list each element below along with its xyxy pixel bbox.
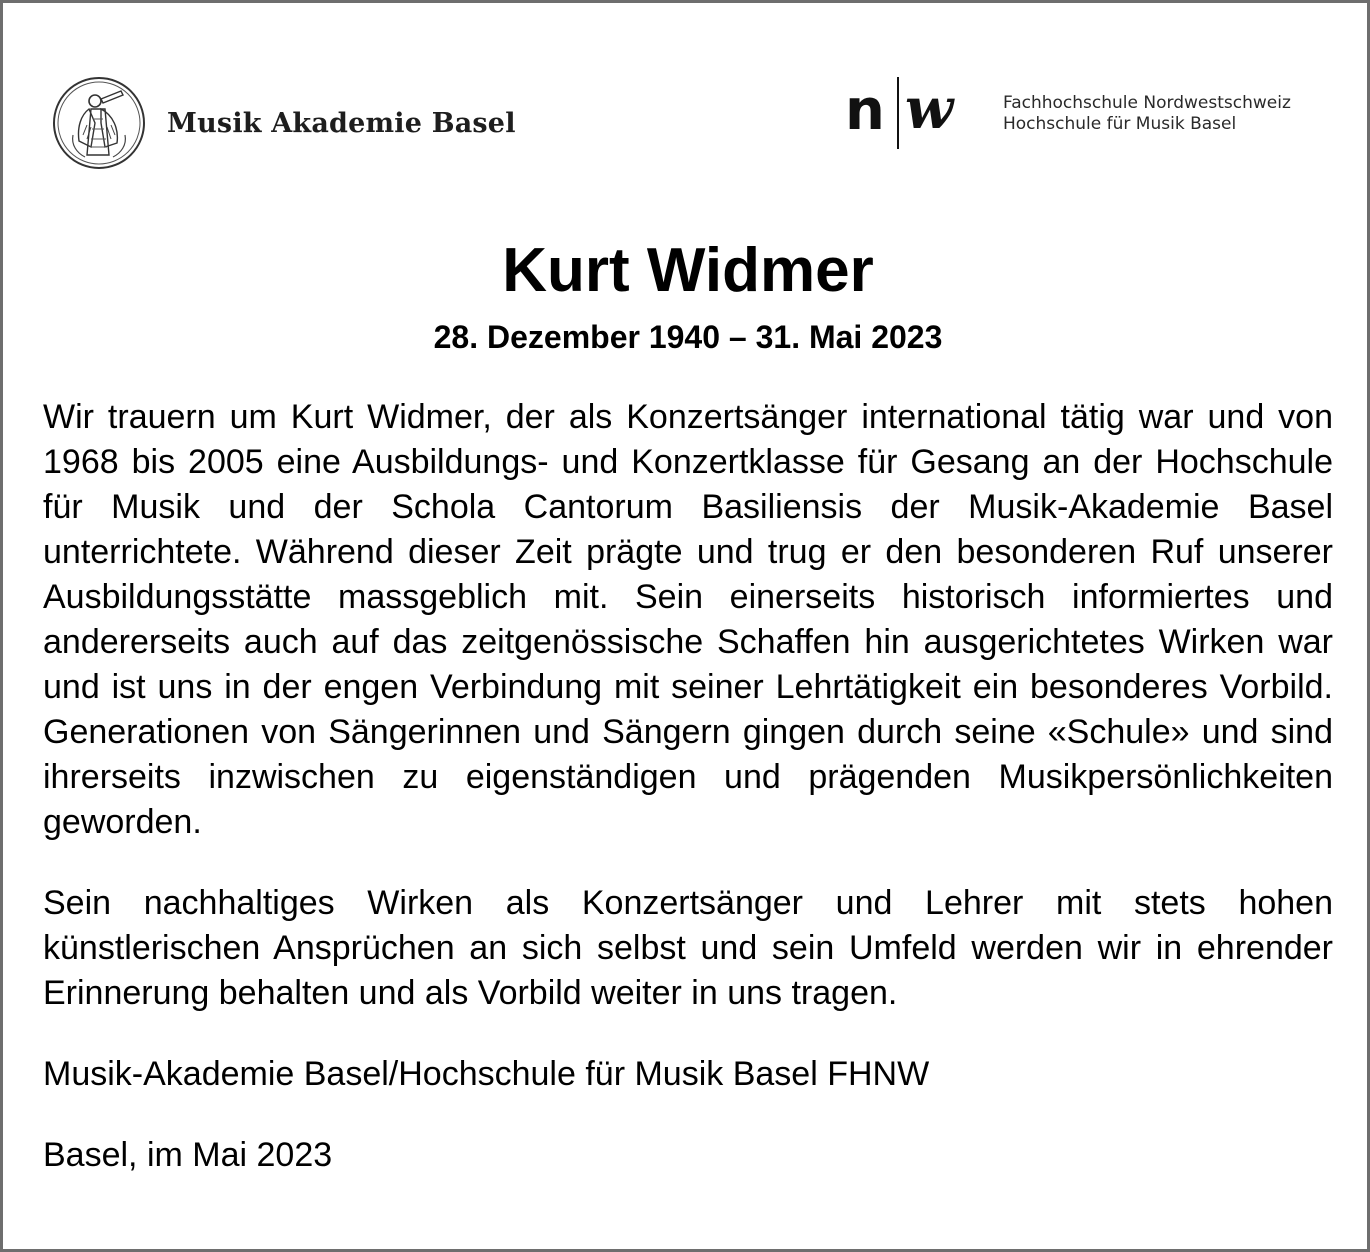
fhnw-mark: [841, 73, 981, 153]
fhnw-line-1: Fachhochschule Nordwestschweiz: [1003, 93, 1291, 113]
musik-akademie-logo: [51, 75, 516, 171]
signature: Musik-Akademie Basel/Hochschule für Musik Basel FHNW: [43, 1055, 930, 1093]
fhnw-institution-text: [1003, 93, 1291, 135]
fhnw-mark-w: w: [905, 76, 954, 142]
fhnw-mark-n: n: [845, 78, 885, 143]
angel-seal-icon: [51, 75, 147, 171]
notice-title: Kurt Widmer: [502, 236, 874, 305]
fhnw-line-2: Hochschule für Musik Basel: [1003, 114, 1237, 134]
notice-body: [43, 395, 1333, 1178]
fhnw-logo: [841, 73, 1321, 153]
paragraph-1: Wir trauern um Kurt Widmer, der als Konzertsänger international tätig war und von 1968 bis 2005 eine Ausbildungs- und Konzertklasse für Gesang an der Hochschule für Musik und der Schola Cantorum Basiliensis der Musik-Akademie Basel unterrichtete. Während dieser Zeit prägte und trug er den besonderen Ruf unserer Ausbildungsstätte massgeblich mit. Sein einerseits historisch informiertes und andererseits auch auf das zeitgenössische Schaffen hin ausgerichtetes Wirken war und ist uns in der engen Verbindung mit seiner Lehrtätigkeit ein besonderes Vorbild. Generationen von Sängerinnen und Sängern gingen durch seine «Schule» und sind ihrerseits inzwischen zu eigenständigen und prägenden Musikpersönlichkeiten geworden.: [43, 398, 1333, 841]
place-date: Basel, im Mai 2023: [43, 1136, 333, 1174]
musik-akademie-name: Musik Akademie Basel: [167, 107, 516, 139]
life-dates: 28. Dezember 1940 – 31. Mai 2023: [433, 319, 943, 355]
fhnw-mark-divider: [897, 77, 899, 149]
paragraph-2: Sein nachhaltiges Wirken als Konzertsänger und Lehrer mit stets hohen künstlerischen Ansprüchen an sich selbst und sein Umfeld werden wir in ehrender Erinnerung behalten und als Vorbild weiter in uns tragen.: [43, 884, 1333, 1012]
